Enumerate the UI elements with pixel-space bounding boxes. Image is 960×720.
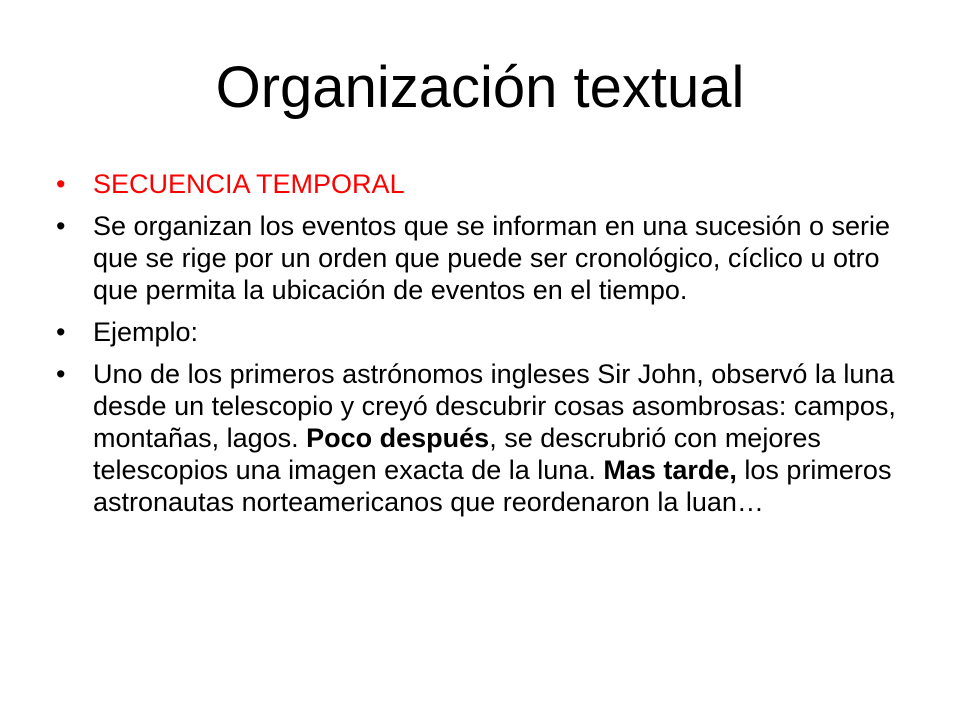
bullet-item-example [56, 358, 906, 518]
example-text [93, 359, 896, 517]
bullet-item-section-heading [56, 168, 906, 200]
definition-text: Se organizan los eventos que se informan en una sucesión o serie que se rige por un orden que puede ser cronológico, cíclico u otro que permita la ubicación de eventos en el tiempo. [93, 211, 891, 305]
bullet-list [56, 168, 906, 528]
bullet-dot: • [56, 359, 66, 389]
bullet-item-example-label [56, 316, 906, 348]
bullet-dot: • [56, 317, 66, 347]
bullet-item-definition [56, 210, 906, 306]
slide-title: Organización textual [215, 55, 745, 120]
bullet-dot: • [56, 169, 66, 199]
bullet-dot: • [56, 211, 66, 241]
example-emphasis-poco-despues: Poco después [306, 423, 490, 453]
example-text-part-3: los primeros astronautas norteamericanos que reordenaron la luan… [93, 455, 892, 517]
example-text-part-2: , se descrubrió con mejores telescopios una imagen exacta de la luna. [93, 423, 821, 485]
example-emphasis-mas-tarde: Mas tarde, [603, 455, 737, 485]
example-label-text: Ejemplo: [93, 317, 199, 347]
section-heading-text: SECUENCIA TEMPORAL [93, 169, 405, 199]
example-text-part-1: Uno de los primeros astrónomos ingleses Sir John, observó la luna desde un telescopio y creyó descubrir cosas asombrosas: campos, montañas, lagos. [93, 359, 896, 453]
